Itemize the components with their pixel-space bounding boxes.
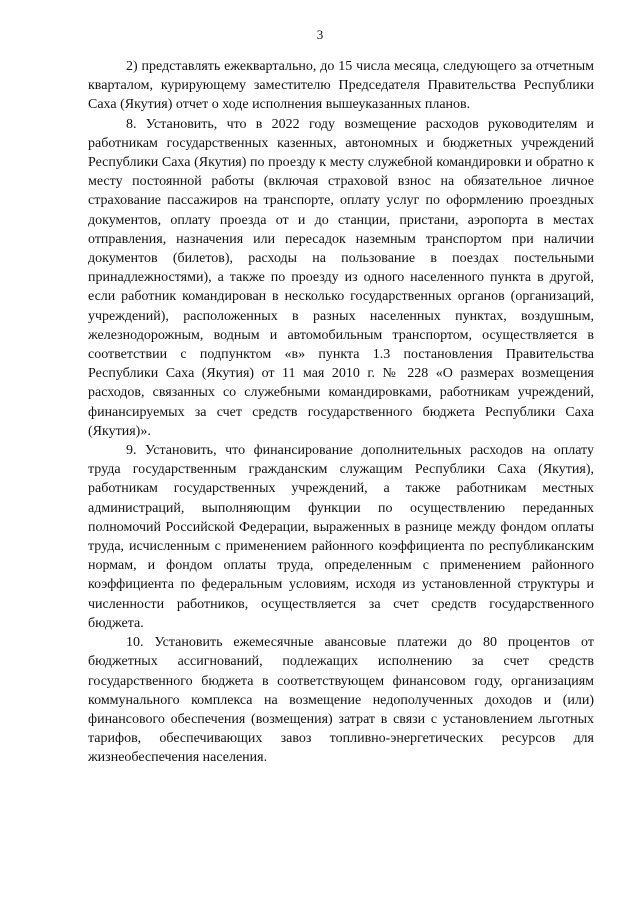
paragraph-item-8: 8. Установить, что в 2022 году возмещение расходов руководителям и работникам государственных казенных, автономных и бюджетных учреждений Республики Саха (Якутия) по проезду к месту служебной командировки и обратно к месту постоянной работы (включая страховой взнос на обязательное личное страхование пассажиров на транспорте, оплату услуг по оформлению проездных документов, оплату проезда от и до станции, пристани, аэропорта в местах отправления, назначения или пересадок наземным транспортом при наличии документов (билетов), расходы на пользование в поездах постельными принадлежностями), а также по проезду из одного населенного пункта в другой, если работник командирован в несколько государственных органов (организаций, учреждений), расположенных в разных населенных пунктах, воздушным, железнодорожным, водным и автомобильным транспортом, осуществляется в соответствии с подпунктом «в» пункта 1.3 постановления Правительства Республики Саха (Якутия) от 11 мая 2010 г. № 228 «О размерах возмещения расходов, связанных со служебными командировками, работникам учреждений, финансируемых за счет средств государственного бюджета Республики Саха (Якутия)». [88, 116, 594, 439]
paragraph-item-9: 9. Установить, что финансирование дополнительных расходов на оплату труда государственным гражданским служащим Республики Саха (Якутия), работникам государственных учреждений, а также работникам местных администраций, выполняющим функции по осуществлению переданных полномочий Российской Федерации, выраженных в разнице между фондом оплаты труда, исчисленным с применением районного коэффициента по республиканским нормам, и фондом оплаты труда, определенным с применением районного коэффициента по федеральным условиям, исходя из установленной структуры и численности работников, осуществляется за счет средств государственного бюджета. [88, 443, 594, 631]
paragraph-item-10: 10. Установить ежемесячные авансовые платежи до 80 процентов от бюджетных ассигнований, подлежащих исполнению за счет средств государственного бюджета в соответствующем финансовом году, организациям коммунального комплекса на возмещение недополученных доходов и (или) финансового обеспечения (возмещения) затрат в связи с установлением льготных тарифов, обеспечивающих завоз топливно-энергетических ресурсов для жизнеобеспечения населения. [88, 635, 594, 766]
paragraph-subitem-2: 2) представлять ежеквартально, до 15 числа месяца, следующего за отчетным кварталом, курирующему заместителю Председателя Правительства Республики Саха (Якутия) отчет о ходе исполнения вышеуказанных планов. [88, 59, 594, 113]
document-body [88, 57, 594, 768]
page-number: 3 [316, 27, 324, 42]
